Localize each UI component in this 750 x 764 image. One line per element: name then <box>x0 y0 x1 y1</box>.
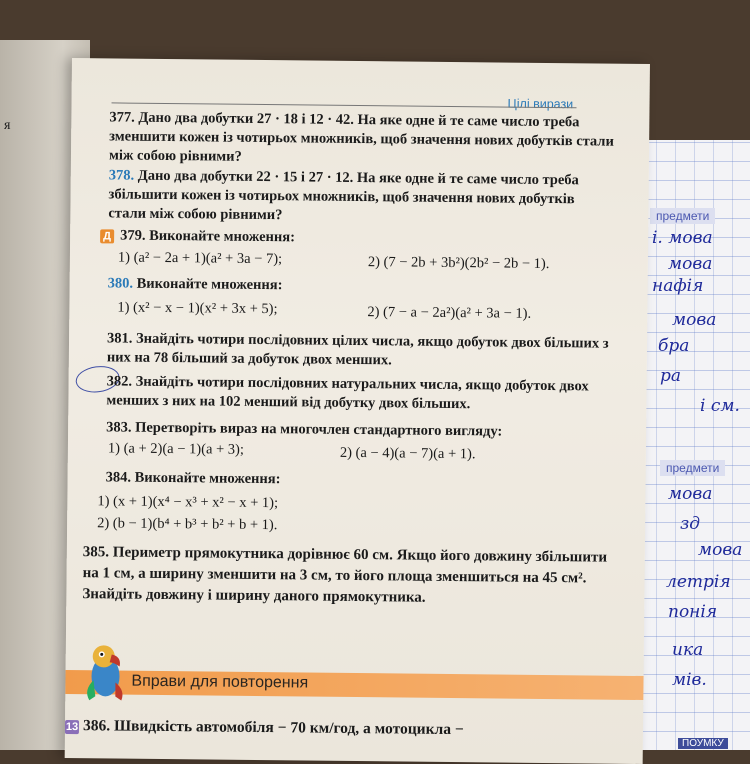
notebook-word: і. мова <box>652 228 713 248</box>
task-379-item-1: 1) (a² − 2a + 1)(a² + 3a − 7); <box>117 249 283 268</box>
notebook-word: ра <box>660 366 682 386</box>
task-number: 384. <box>105 469 132 486</box>
task-383-item-2: 2) (a − 4)(a − 7)(a + 1). <box>339 444 476 463</box>
notebook-word: ика <box>672 640 704 660</box>
left-page-fragment: я <box>4 118 11 133</box>
task-381 <box>107 329 612 372</box>
task-number: 383. <box>106 419 132 436</box>
task-377 <box>109 108 615 170</box>
task-text: Швидкість автомобіля − 70 км/год, а мотоцикла − <box>113 717 464 739</box>
notebook-word: зд <box>680 514 701 534</box>
task-378 <box>108 166 614 228</box>
banner-title: Вправи для повторення <box>131 672 309 692</box>
notebook-word: мова <box>668 484 713 504</box>
notebook-header-mid: предмети <box>660 460 725 476</box>
task-384 <box>106 468 611 492</box>
task-383-item-1: 1) (a + 2)(a − 1)(a + 3); <box>107 440 245 458</box>
parrot-icon <box>77 640 134 703</box>
notebook-word: мова <box>698 540 743 560</box>
task-text: Дано два добутки 27 · 18 і 12 · 42. На яке одне й те саме число треба зменшити кожен із чотирьох множників, щоб значення нових добутків стали між собою рівними? <box>108 109 614 165</box>
notebook-word: мова <box>668 254 713 274</box>
task-number: 385. <box>82 544 110 561</box>
task-number: 377. <box>109 109 135 126</box>
task-number: 381. <box>106 330 133 347</box>
task-marker-icon: Д <box>100 229 114 243</box>
notebook-word: мів. <box>672 670 707 690</box>
task-385 <box>82 542 613 611</box>
task-text: Периметр прямокутника дорівнює 60 см. Якщо його довжину збільшити на 1 см, а ширину зменшити на 3 см, то його площа зменшиться на 45 см². Знайдіть довжину і ширину даного прямокутника. <box>82 544 608 606</box>
task-text: Виконайте множення: <box>136 275 283 294</box>
task-382 <box>106 372 611 415</box>
task-380-item-2: 2) (7 − a − 2a²)(a² + 3a − 1). <box>367 304 532 322</box>
task-text: Перетворіть вираз на многочлен стандартного вигляду: <box>135 419 503 440</box>
notebook-word: нафія <box>652 276 704 296</box>
task-380-item-1: 1) (x² − x − 1)(x² + 3x + 5); <box>117 299 278 318</box>
task-386 <box>83 716 623 741</box>
notebook-word: мова <box>672 310 717 330</box>
task-text: Виконайте множення: <box>149 227 296 246</box>
repetition-banner <box>65 670 643 700</box>
task-number: 382. <box>106 373 133 390</box>
notebook-word: і см. <box>700 396 740 416</box>
task-379 <box>120 227 625 251</box>
section-header: Цілі вирази <box>507 96 574 112</box>
notebook-header-top: предмети <box>650 208 715 224</box>
task-384-item-2: 2) (b − 1)(b⁴ + b³ + b² + b + 1). <box>97 515 278 534</box>
task-383 <box>106 418 611 442</box>
task-384-item-1: 1) (x + 1)(x⁴ − x³ + x² − x + 1); <box>97 493 279 512</box>
task-text: Знайдіть чотири послідовних цілих числа, якщо добуток двох більших з них на 78 більший за добуток двох менших. <box>106 330 609 369</box>
task-number: 380. <box>107 275 134 292</box>
notebook-word: летрія <box>666 572 731 592</box>
task-text: Дано два добутки 22 · 15 і 27 · 12. На яке одне й те саме число треба збільшити кожен із чотирьох множників, щоб значення нових добутків стали між собою рівними? <box>108 167 579 224</box>
task-number: 386. <box>82 717 111 735</box>
task-379-item-2: 2) (7 − 2b + 3b²)(2b² − 2b − 1). <box>367 254 550 273</box>
textbook-page <box>65 58 650 764</box>
task-number: 379. <box>120 227 146 244</box>
task-marker-icon: 13 <box>65 720 79 734</box>
notebook-word: понія <box>668 602 718 622</box>
task-text: Знайдіть чотири послідовних натуральних числа, якщо добуток двох менших з них на 102 менший від добутку двох більших. <box>106 373 589 413</box>
task-number: 378. <box>108 167 135 184</box>
notebook-word: бра <box>658 336 690 356</box>
task-380 <box>108 274 613 298</box>
notebook-footer: ПОУМКУ <box>678 738 728 749</box>
task-text: Виконайте множення: <box>134 469 281 488</box>
